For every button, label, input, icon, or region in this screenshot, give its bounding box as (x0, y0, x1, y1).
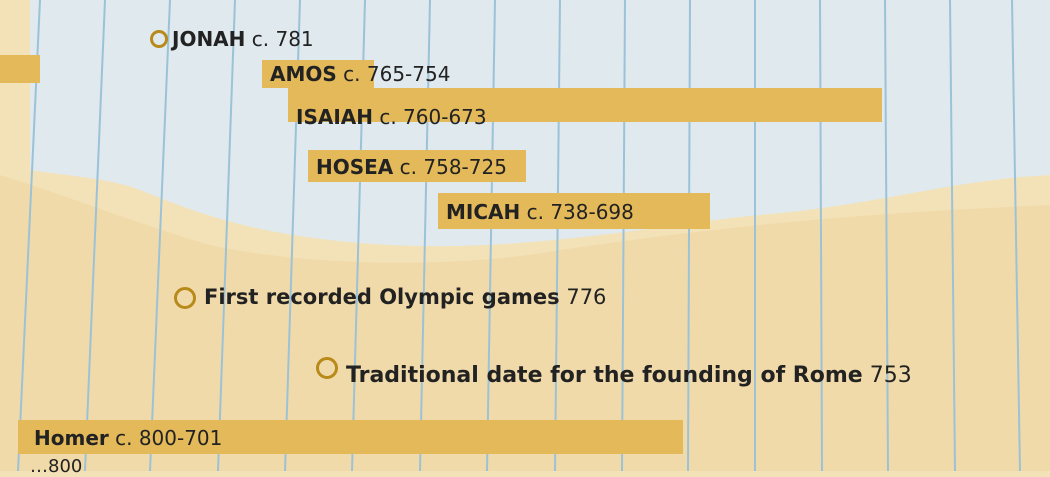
event-rome (346, 363, 912, 389)
rome-date: 753 (869, 363, 912, 388)
label-jonah (172, 26, 314, 52)
label-micah (446, 199, 634, 225)
isaiah-name: ISAIAH (296, 105, 373, 129)
jonah-name: JONAH (172, 27, 246, 51)
hosea-date: c. 758-725 (399, 155, 507, 179)
hosea-name: HOSEA (316, 155, 394, 179)
label-amos (270, 61, 450, 87)
olympics-text: First recorded Olympic games (204, 285, 560, 309)
amos-name: AMOS (270, 62, 337, 86)
label-isaiah (296, 104, 487, 130)
jonah-marker-icon (150, 30, 168, 48)
rome-text: Traditional date for the founding of Rome (346, 363, 863, 388)
amos-date: c. 765-754 (343, 62, 451, 86)
jonah-date: c. 781 (251, 27, 314, 51)
isaiah-date: c. 760-673 (379, 105, 487, 129)
rome-marker-icon (316, 357, 338, 379)
micah-name: MICAH (446, 200, 521, 224)
homer-name: Homer (34, 426, 109, 450)
olympics-marker-icon (174, 287, 196, 309)
label-hosea (316, 154, 507, 180)
bottom-fragment-text: …800 (30, 456, 83, 477)
label-homer (34, 425, 222, 451)
event-olympics (204, 284, 606, 310)
micah-date: c. 738-698 (526, 200, 634, 224)
homer-date: c. 800-701 (115, 426, 223, 450)
olympics-date: 776 (566, 285, 607, 309)
left-edge-bar (0, 55, 40, 83)
